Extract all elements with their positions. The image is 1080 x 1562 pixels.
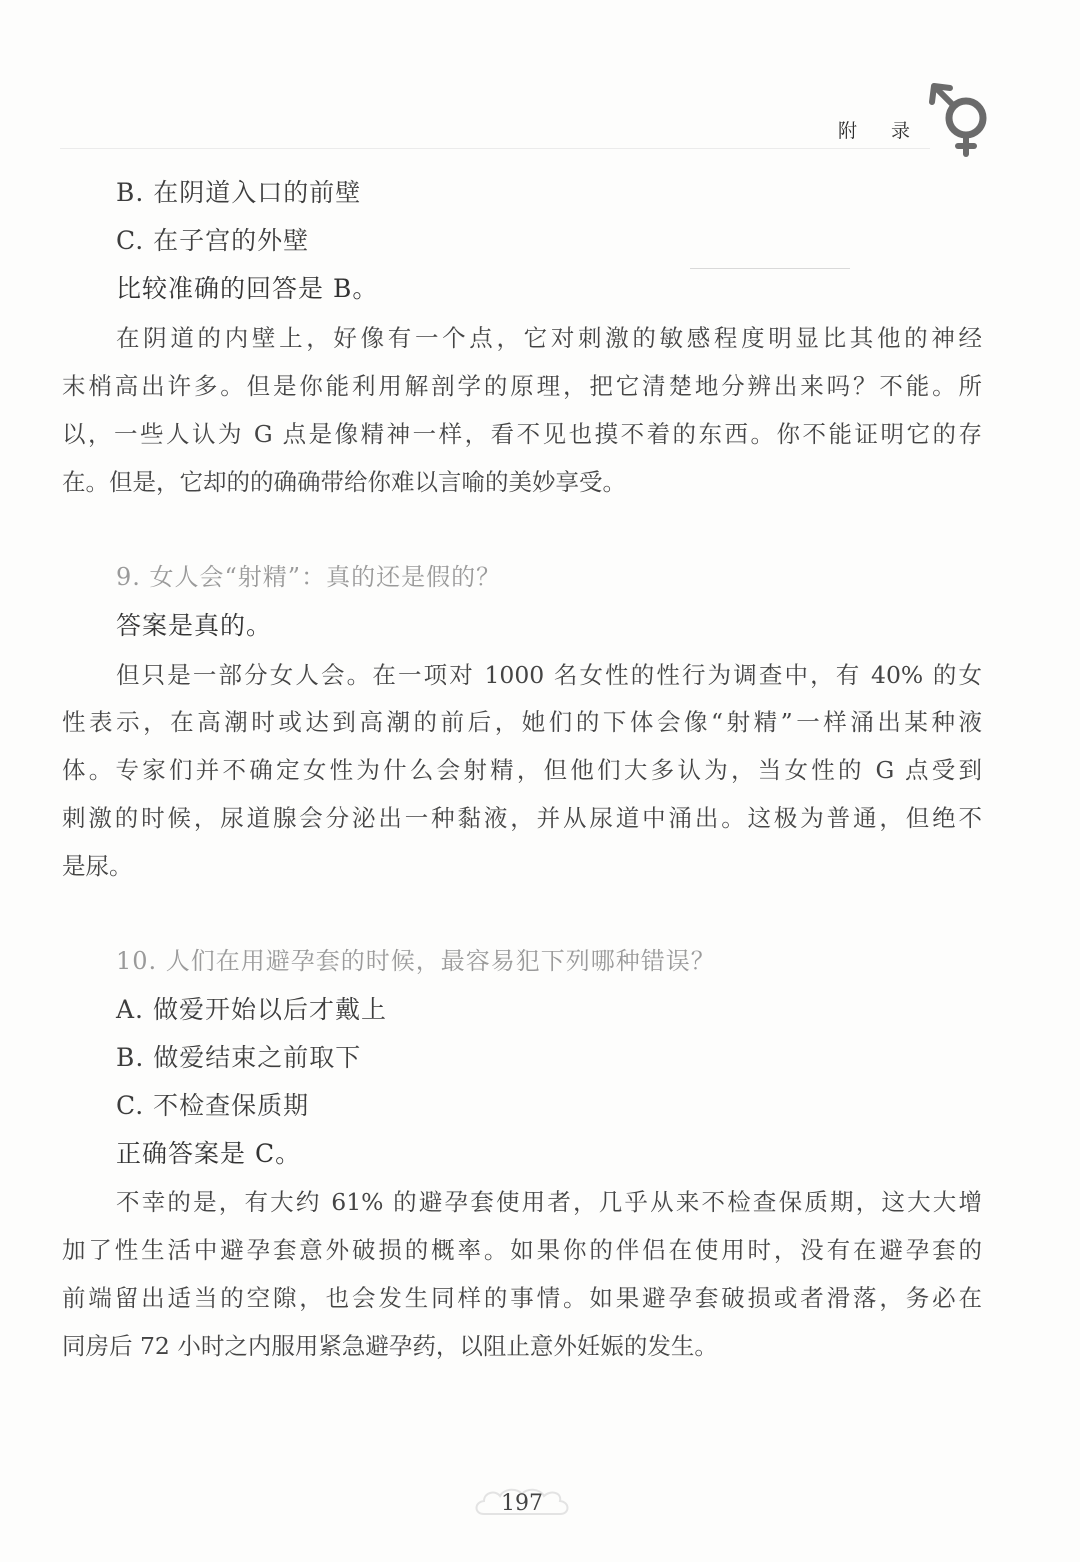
paragraph-line: 以，一些人认为 G 点是像精神一样，看不见也摸不着的东西。你不能证明它的存 xyxy=(62,420,982,448)
option-b: B. 做爱结束之前取下 xyxy=(116,1043,362,1072)
paragraph-line: 但只是一部分女人会。在一项对 1000 名女性的性行为调查中，有 40% 的女 xyxy=(116,661,982,689)
gender-symbol-icon xyxy=(928,82,994,158)
decorative-line xyxy=(690,268,850,269)
paragraph-line: 在。但是，它却的的确确带给你难以言喻的美妙享受。 xyxy=(62,468,626,496)
paragraph-line: 加了性生活中避孕套意外破损的概率。如果你的伴侣在使用时，没有在避孕套的 xyxy=(62,1236,982,1264)
header-rule xyxy=(60,148,930,149)
paragraph-line: 前端留出适当的空隙，也会发生同样的事情。如果避孕套破损或者滑落，务必在 xyxy=(62,1284,982,1312)
paragraph-line: 同房后 72 小时之内服用紧急避孕药，以阻止意外妊娠的发生。 xyxy=(62,1332,718,1360)
option-c: C. 在子宫的外壁 xyxy=(116,226,310,255)
option-c: C. 不检查保质期 xyxy=(116,1091,310,1120)
paragraph-line: 在阴道的内壁上，好像有一个点，它对刺激的敏感程度明显比其他的神经 xyxy=(116,324,982,352)
page-number: 197 xyxy=(501,1491,543,1516)
page-header xyxy=(734,82,994,162)
question-9: 9. 女人会“射精”：真的还是假的？ xyxy=(116,563,502,591)
paragraph-line: 刺激的时候，尿道腺会分泌出一种黏液，并从尿道中涌出。这极为普通，但绝不 xyxy=(62,804,982,832)
answer-text: 正确答案是 C。 xyxy=(116,1139,302,1168)
answer-text: 答案是真的。 xyxy=(116,611,273,640)
section-label: 附 录 xyxy=(837,120,924,142)
paragraph-line: 体。专家们并不确定女性为什么会射精，但他们大多认为，当女性的 G 点受到 xyxy=(62,756,982,784)
option-b: B. 在阴道入口的前壁 xyxy=(116,178,362,207)
paragraph-line: 性表示，在高潮时或达到高潮的前后，她们的下体会像“射精”一样涌出某种液 xyxy=(62,708,982,736)
paragraph-line: 是尿。 xyxy=(62,852,133,880)
answer-text: 比较准确的回答是 B。 xyxy=(116,274,379,303)
page-number-badge xyxy=(470,1484,574,1524)
question-10: 10. 人们在用避孕套的时候，最容易犯下列哪种错误？ xyxy=(116,947,716,975)
paragraph-line: 末梢高出许多。但是你能利用解剖学的原理，把它清楚地分辨出来吗？不能。所 xyxy=(62,372,982,400)
paragraph-line: 不幸的是，有大约 61% 的避孕套使用者，几乎从来不检查保质期，这大大增 xyxy=(116,1188,982,1216)
option-a: A. 做爱开始以后才戴上 xyxy=(116,995,387,1024)
